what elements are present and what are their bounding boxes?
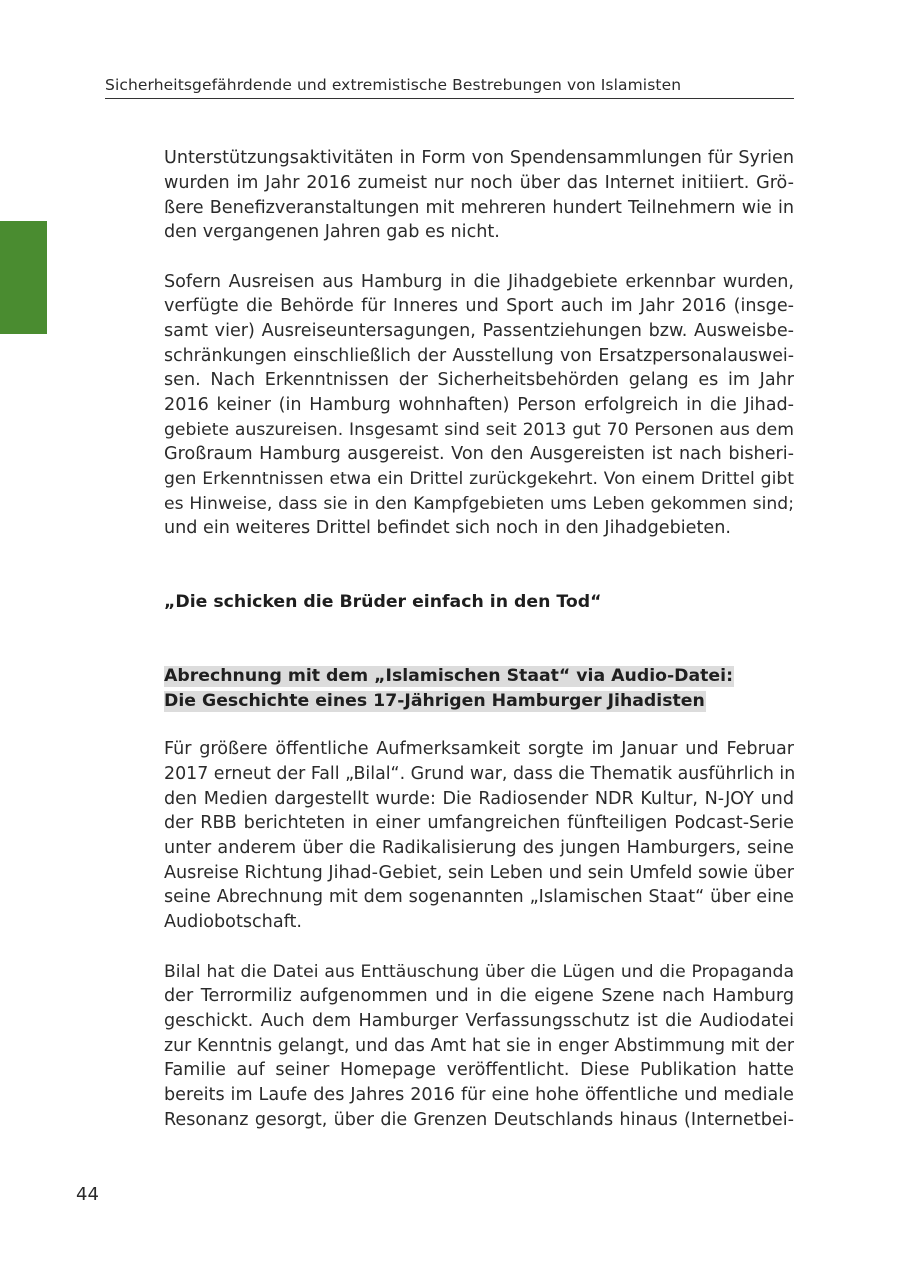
text-line: den vergangenen Jahren gab es nicht. — [164, 222, 500, 242]
text-line: es Hinweise, dass sie in den Kampfgebieten ums Leben gekommen sind; — [164, 494, 794, 514]
running-header: Sicherheitsgefährdende und extremistische Bestrebungen von Islamisten — [105, 76, 682, 94]
text-line: und ein weiteres Drittel befindet sich noch in den Jihadgebieten. — [164, 518, 731, 538]
page-number: 44 — [76, 1184, 99, 1205]
text-line: Audiobotschaft. — [164, 912, 302, 932]
text-line: der Terrormiliz aufgenommen und in die eigene Szene nach Hamburg — [164, 986, 794, 1006]
section-heading: „Die schicken die Brüder einfach in den Tod“ — [164, 592, 602, 612]
text-line: Für größere öffentliche Aufmerksamkeit sorgte im Januar und Februar — [164, 739, 794, 759]
text-line: sen. Nach Erkenntnissen der Sicherheitsbehörden gelang es im Jahr — [164, 370, 794, 390]
highlighted-heading-line: Die Geschichte eines 17-Jährigen Hamburger Jihadisten — [164, 691, 705, 711]
highlighted-heading-line: Abrechnung mit dem „Islamischen Staat“ via Audio-Datei: — [164, 666, 733, 686]
chapter-marker-tab — [0, 221, 47, 334]
text-line: Bilal hat die Datei aus Enttäuschung über die Lügen und die Propaganda — [164, 962, 794, 982]
text-line: Sofern Ausreisen aus Hamburg in die Jihadgebiete erkennbar wurden, — [164, 272, 794, 292]
text-line: Resonanz gesorgt, über die Grenzen Deutschlands hinaus (Internetbei- — [164, 1110, 794, 1130]
text-line: unter anderem über die Radikalisierung des jungen Hamburgers, seine — [164, 838, 794, 858]
text-line: Familie auf seiner Homepage veröffentlicht. Diese Publikation hatte — [164, 1060, 794, 1080]
text-line: bereits im Laufe des Jahres 2016 für eine hohe öffentliche und mediale — [164, 1085, 794, 1105]
text-line: geschickt. Auch dem Hamburger Verfassungsschutz ist die Audiodatei — [164, 1011, 794, 1031]
text-line: Großraum Hamburg ausgereist. Von den Ausgereisten ist nach bisheri- — [164, 444, 794, 464]
text-line: Ausreise Richtung Jihad-Gebiet, sein Leben und sein Umfeld sowie über — [164, 863, 795, 883]
text-line: samt vier) Ausreiseuntersagungen, Passentziehungen bzw. Ausweisbe- — [164, 321, 794, 341]
header-rule — [105, 98, 794, 99]
text-line: den Medien dargestellt wurde: Die Radiosender NDR Kultur, N-JOY und — [164, 789, 794, 809]
text-line: 2017 erneut der Fall „Bilal“. Grund war, dass die Thematik ausführlich in — [164, 764, 796, 784]
text-line: schränkungen einschließlich der Ausstellung von Ersatzpersonalauswei- — [164, 346, 794, 366]
text-line: wurden im Jahr 2016 zumeist nur noch über das Internet initiiert. Grö- — [164, 173, 794, 193]
text-line: gen Erkenntnissen etwa ein Drittel zurückgekehrt. Von einem Drittel gibt — [164, 469, 794, 489]
text-line: seine Abrechnung mit dem sogenannten „Islamischen Staat“ über eine — [164, 887, 794, 907]
text-line: 2016 keiner (in Hamburg wohnhaften) Person erfolgreich in die Jihad- — [164, 395, 794, 415]
text-line: Unterstützungsaktivitäten in Form von Spendensammlungen für Syrien — [164, 148, 794, 168]
text-line: ßere Benefizveranstaltungen mit mehreren hundert Teilnehmern wie in — [164, 198, 794, 218]
text-line: verfügte die Behörde für Inneres und Sport auch im Jahr 2016 (insge- — [164, 296, 794, 316]
text-line: zur Kenntnis gelangt, und das Amt hat sie in enger Abstimmung mit der — [164, 1036, 794, 1056]
text-line: der RBB berichteten in einer umfangreichen fünfteiligen Podcast-Serie — [164, 813, 794, 833]
text-line: gebiete auszureisen. Insgesamt sind seit 2013 gut 70 Personen aus dem — [164, 420, 794, 440]
